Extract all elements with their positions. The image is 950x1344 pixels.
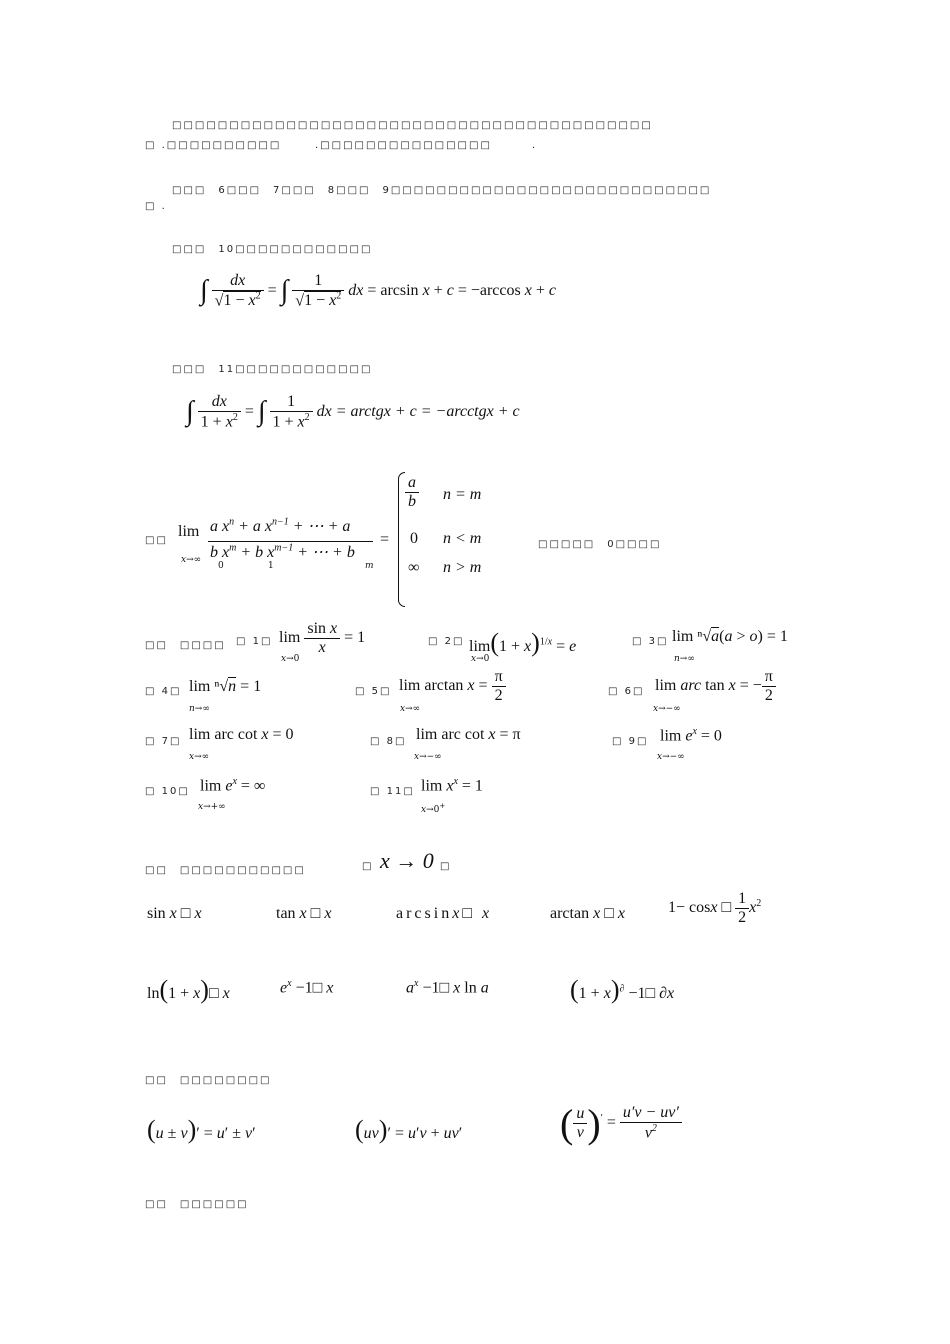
limit-subscript: x→0 (281, 654, 300, 664)
limit-label: □ 6□ (608, 686, 645, 697)
paragraph-line: □□□ 11□□□□□□□□□□□□ (172, 364, 373, 375)
limit-arccot-inf: lim arc cot x = 0 (189, 726, 294, 743)
case2-value: 0 (410, 530, 418, 547)
limit-subscript: x→∞ (189, 752, 210, 762)
equiv-tan: tan x □ x (276, 905, 332, 922)
limit-subscript: n→∞ (674, 654, 695, 664)
item-number: □□ □□□□ (145, 640, 226, 651)
limit-sinx: lim $\frac{\text{sin x}}{x}$ = 1 (279, 620, 366, 656)
limit-e: $\lim(1 + x)^{1/x} = e$ (469, 628, 577, 657)
paragraph-line: □□□□□ 0□□□□ (538, 539, 662, 550)
limit-label: □ 9□ (612, 736, 649, 747)
sub-1: 1 (268, 561, 274, 571)
limit-label: □ 11□ (370, 786, 415, 797)
equiv-power: (1 + x)∂ −1□ ∂x (570, 975, 675, 1004)
case3-cond: n > m (443, 559, 482, 576)
limit-label: □ 3□ (632, 636, 669, 647)
limit-arccot-neg-inf: lim arc cot x = π (416, 726, 521, 743)
case-brace (398, 472, 405, 607)
equiv-cos: 1− cosx □ $\frac{1}{2}$ $x^2$ (668, 890, 762, 926)
limit-subscript: x→∞ (400, 704, 421, 714)
limit-arctan-neg-inf: lim arc tan x = − $\frac{\pi}{2}$ (655, 668, 776, 705)
limit-label: □ 7□ (145, 736, 182, 747)
formula-arctg: ∫ $\frac{dx}{1 + x^2}$ = ∫ $\frac{1}{1 + x^2}$ dx = arctgx + c = −arcctgx + c (186, 393, 520, 431)
formula-arcsin: ∫ $\frac{dx}{√1 - x^2}$ = ∫ $\frac{1}{√1 - x^2}$ dx = arcsin x + c = −arccos x + c (200, 272, 556, 310)
equiv-arcsin: arcsinx□ x (396, 905, 493, 922)
paragraph-line: □□□ 10□□□□□□□□□□□□ (172, 244, 373, 255)
limit-subscript: n→∞ (189, 704, 210, 714)
paragraph-line: □ .□□□□□□□□□□ (145, 140, 282, 151)
limit-subscript: x→−∞ (653, 704, 681, 714)
limit-subscript: x→−∞ (414, 752, 442, 762)
equiv-exp: $e^x$ −1□ x (280, 978, 334, 997)
limit-subscript: x→0 (471, 654, 490, 664)
equiv-condition: x → 0 (380, 848, 434, 873)
bracket: □ (362, 861, 374, 872)
item-number: □□ □□□□□□ (145, 1199, 249, 1210)
equiv-sin: sin x □ x (147, 905, 202, 922)
item-number: □□ (145, 535, 168, 546)
item-number: □□ □□□□□□□□□□□ (145, 865, 306, 876)
equiv-ln: ln(1 + x)□ x (147, 975, 230, 1004)
denominator: b $x^m + b$ $x^{m-1}$ + ⋯ + b (210, 542, 355, 561)
case1-frac: $\frac{a}{b}$ (405, 474, 419, 511)
paragraph-line: □□□ 6□□□ 7□□□ 8□□□ 9□□□□□□□□□□□□□□□□□□□□□□□□□□□□ (172, 185, 712, 196)
sub-0: 0 (218, 561, 224, 571)
limit-subscript: x→∞ (181, 555, 202, 565)
limit-label: □ 1□ (236, 636, 273, 647)
paragraph-line: . (532, 140, 538, 151)
limit-arctan-inf: lim arctan x = $\frac{\pi}{2}$ (399, 668, 506, 705)
equals: = (380, 531, 390, 548)
limit-subscript: x→0+ (421, 802, 446, 815)
equiv-arctan: arctan x □ x (550, 905, 625, 922)
paragraph-line: .□□□□□□□□□□□□□□□ (315, 140, 492, 151)
limit-root-a: lim ⁿ√a(a > o) = 1 (672, 628, 788, 645)
limit-label: □ 2□ (428, 636, 465, 647)
rule-sum: (u ± v)′ = u′ ± v′ (147, 1115, 256, 1144)
limit-label: □ 5□ (355, 686, 392, 697)
case3-value: ∞ (408, 559, 420, 576)
limit-root-n: lim ⁿ√n = 1 (189, 678, 262, 695)
limit-x-pow-x: $\lim x^x = 1$ (421, 776, 483, 795)
case2-cond: n < m (443, 530, 482, 547)
equiv-ax: $a^x$ −1□ x ln a (406, 978, 489, 997)
limit-label: □ 10□ (145, 786, 190, 797)
limit-exp-neg-inf: $\lim e^x = 0$ (660, 726, 722, 745)
numerator: a $x^n + a$ $x^{n-1}$ + ⋯ + a (210, 516, 351, 535)
paragraph-line: □ . (145, 201, 167, 212)
limit-label: □ 8□ (370, 736, 407, 747)
rule-quotient: ( $\frac{u}{v}$ )′ = $\frac{u'v - uv'}{v^2}$ (560, 1100, 682, 1147)
limit-label: □ 4□ (145, 686, 182, 697)
sub-m: m (365, 561, 374, 571)
limit-subscript: x→+∞ (198, 802, 226, 812)
bracket: □ (440, 861, 452, 872)
paragraph-line: □□□□□□□□□□□□□□□□□□□□□□□□□□□□□□□□□□□□□□□□□□ (172, 120, 653, 131)
formula-ratio-limit: lim (178, 523, 200, 540)
case1-cond: n = m (443, 486, 482, 503)
limit-exp-inf: $\lim e^x$ = ∞ (200, 776, 266, 795)
limit-subscript: x→−∞ (657, 752, 685, 762)
rule-product: (uv)′ = u′v + uv′ (355, 1115, 463, 1144)
item-number: □□ □□□□□□□□ (145, 1075, 272, 1086)
